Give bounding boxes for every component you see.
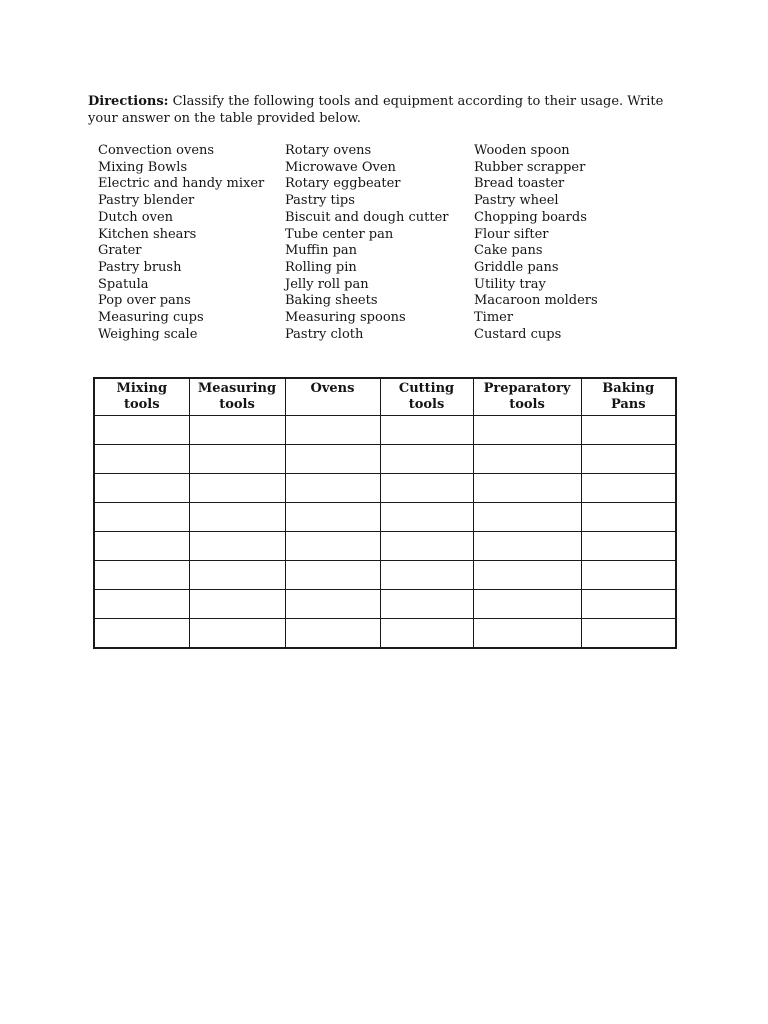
directions-label: Directions: bbox=[88, 94, 169, 109]
classification-table-body bbox=[94, 416, 676, 648]
answer-cell-empty bbox=[285, 503, 380, 532]
answer-cell-empty bbox=[581, 590, 676, 619]
answer-cell-empty bbox=[189, 590, 285, 619]
answer-cell-empty bbox=[473, 561, 581, 590]
answer-cell-empty bbox=[380, 474, 473, 503]
answer-row bbox=[94, 445, 676, 474]
word-bank-item: Tube center pan bbox=[285, 226, 394, 242]
answer-cell-empty bbox=[380, 561, 473, 590]
answer-cell-empty bbox=[285, 474, 380, 503]
answer-cell-empty bbox=[380, 532, 473, 561]
answer-cell-empty bbox=[473, 445, 581, 474]
answer-cell-empty bbox=[189, 561, 285, 590]
answer-cell-empty bbox=[380, 445, 473, 474]
word-bank-item: Cake pans bbox=[474, 243, 543, 259]
word-bank-item: Rubber scrapper bbox=[474, 159, 586, 175]
answer-cell-empty bbox=[94, 503, 189, 532]
word-bank-item: Flour sifter bbox=[474, 226, 549, 242]
word-bank-column-2 bbox=[285, 143, 474, 343]
classification-table-head bbox=[94, 378, 676, 416]
answer-cell-empty bbox=[285, 532, 380, 561]
word-bank-item: Biscuit and dough cutter bbox=[285, 209, 449, 225]
answer-cell-empty bbox=[380, 416, 473, 445]
word-bank-item: Pastry tips bbox=[285, 193, 355, 209]
header-row bbox=[94, 378, 676, 416]
column-header: Mixing tools bbox=[94, 378, 189, 416]
answer-cell-empty bbox=[189, 445, 285, 474]
word-bank-item: Pastry wheel bbox=[474, 193, 559, 209]
column-header: Ovens bbox=[285, 378, 380, 416]
word-bank-item: Pastry blender bbox=[98, 193, 195, 209]
answer-cell-empty bbox=[581, 416, 676, 445]
word-bank-item: Rolling pin bbox=[285, 259, 357, 275]
answer-cell-empty bbox=[581, 619, 676, 648]
answer-cell-empty bbox=[189, 503, 285, 532]
answer-cell-empty bbox=[473, 503, 581, 532]
answer-cell-empty bbox=[189, 474, 285, 503]
column-header: Preparatory tools bbox=[473, 378, 581, 416]
answer-cell-empty bbox=[380, 590, 473, 619]
answer-cell-empty bbox=[94, 445, 189, 474]
word-bank-item: Jelly roll pan bbox=[285, 276, 369, 292]
column-header: Cutting tools bbox=[380, 378, 473, 416]
word-bank-item: Wooden spoon bbox=[474, 143, 570, 158]
answer-cell-empty bbox=[473, 474, 581, 503]
word-bank bbox=[98, 143, 674, 343]
answer-row bbox=[94, 503, 676, 532]
answer-cell-empty bbox=[189, 532, 285, 561]
answer-row bbox=[94, 532, 676, 561]
word-bank-item: Chopping boards bbox=[474, 209, 587, 225]
answer-row bbox=[94, 416, 676, 445]
answer-cell-empty bbox=[380, 503, 473, 532]
word-bank-item: Timer bbox=[474, 310, 514, 326]
directions-text: Classify the following tools and equipment according to their usage. Write your answer on the table provided below. bbox=[88, 94, 664, 126]
word-bank-item: Electric and handy mixer bbox=[98, 176, 265, 192]
word-bank-item: Microwave Oven bbox=[285, 159, 396, 175]
column-header: Baking Pans bbox=[581, 378, 676, 416]
word-bank-item: Pop over pans bbox=[98, 293, 191, 309]
answer-cell-empty bbox=[380, 619, 473, 648]
answer-cell-empty bbox=[285, 416, 380, 445]
word-bank-item: Custard cups bbox=[474, 326, 562, 342]
answer-cell-empty bbox=[189, 416, 285, 445]
answer-cell-empty bbox=[581, 445, 676, 474]
word-bank-column-1 bbox=[98, 143, 285, 343]
word-bank-item: Rotary eggbeater bbox=[285, 176, 401, 192]
word-bank-item: Convection ovens bbox=[98, 143, 215, 158]
answer-cell-empty bbox=[94, 619, 189, 648]
classification-table bbox=[93, 377, 677, 649]
answer-cell-empty bbox=[581, 474, 676, 503]
answer-cell-empty bbox=[285, 561, 380, 590]
word-bank-item: Rotary ovens bbox=[285, 143, 372, 158]
word-bank-item: Mixing Bowls bbox=[98, 159, 188, 175]
answer-cell-empty bbox=[473, 619, 581, 648]
answer-row bbox=[94, 474, 676, 503]
column-header: Measuring tools bbox=[189, 378, 285, 416]
word-bank-item: Utility tray bbox=[474, 276, 546, 292]
word-bank-item: Dutch oven bbox=[98, 209, 174, 225]
answer-cell-empty bbox=[94, 590, 189, 619]
answer-cell-empty bbox=[473, 532, 581, 561]
answer-row bbox=[94, 590, 676, 619]
answer-row bbox=[94, 561, 676, 590]
word-bank-item: Kitchen shears bbox=[98, 226, 197, 242]
answer-cell-empty bbox=[581, 503, 676, 532]
word-bank-item: Pastry brush bbox=[98, 259, 182, 275]
answer-cell-empty bbox=[94, 532, 189, 561]
answer-cell-empty bbox=[285, 445, 380, 474]
word-bank-item: Baking sheets bbox=[285, 293, 378, 309]
word-bank-item: Pastry cloth bbox=[285, 326, 364, 342]
word-bank-item: Weighing scale bbox=[98, 326, 198, 342]
word-bank-item: Measuring spoons bbox=[285, 310, 406, 326]
answer-row bbox=[94, 619, 676, 648]
word-bank-item: Muffin pan bbox=[285, 243, 358, 259]
word-bank-item: Grater bbox=[98, 243, 142, 259]
answer-cell-empty bbox=[94, 474, 189, 503]
answer-cell-empty bbox=[189, 619, 285, 648]
word-bank-item: Bread toaster bbox=[474, 176, 565, 192]
answer-cell-empty bbox=[94, 561, 189, 590]
word-bank-column-3 bbox=[474, 143, 674, 343]
word-bank-item: Griddle pans bbox=[474, 259, 559, 275]
answer-cell-empty bbox=[473, 416, 581, 445]
answer-cell-empty bbox=[581, 561, 676, 590]
answer-cell-empty bbox=[94, 416, 189, 445]
word-bank-item: Measuring cups bbox=[98, 310, 204, 326]
answer-cell-empty bbox=[473, 590, 581, 619]
directions-paragraph bbox=[88, 93, 684, 127]
answer-cell-empty bbox=[581, 532, 676, 561]
word-bank-item: Macaroon molders bbox=[474, 293, 598, 309]
answer-cell-empty bbox=[285, 619, 380, 648]
answer-cell-empty bbox=[285, 590, 380, 619]
word-bank-item: Spatula bbox=[98, 276, 149, 292]
